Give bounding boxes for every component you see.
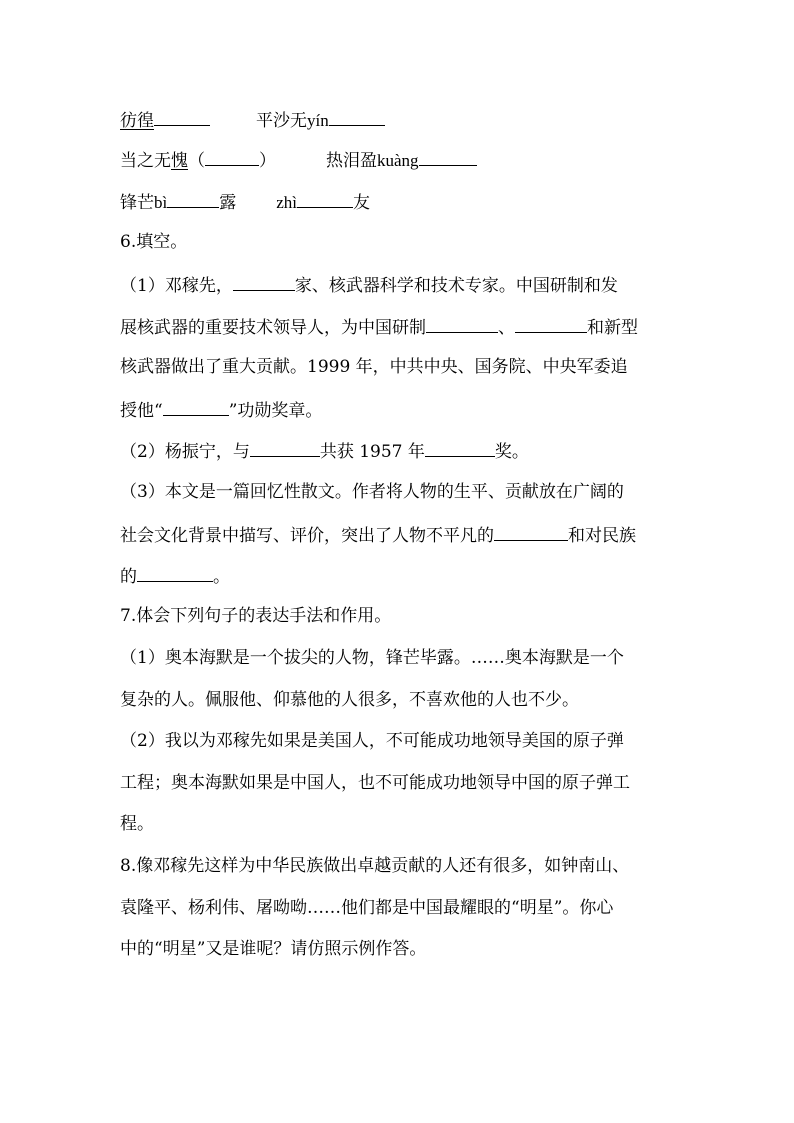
vocab-prefix: 锋芒 — [120, 193, 154, 213]
answer-blank[interactable] — [329, 107, 385, 126]
answer-blank[interactable] — [419, 147, 477, 166]
text: 和新型 — [587, 318, 638, 338]
vocab-suffix: 露 — [219, 193, 237, 213]
text: （1）邓稼先， — [120, 276, 233, 296]
answer-blank[interactable] — [297, 189, 353, 208]
text: 社会文化背景中描写、评价，突出了人物不平凡的 — [120, 526, 494, 546]
q6-p2 — [120, 438, 680, 464]
q6-p3-line3 — [120, 563, 680, 589]
q6-p1-line2 — [120, 314, 680, 340]
q6-heading: 6.填空。 — [120, 232, 188, 252]
q7-p1-line2: 复杂的人。佩服他、仰慕他的人很多，不喜欢他的人也不少。 — [120, 690, 579, 710]
pinyin: zhì — [276, 193, 298, 212]
text: 授他“ — [120, 401, 163, 421]
vocab-underlined-char: 愧 — [171, 151, 188, 171]
q7-p1-line1: （1）奥本海默是一个拔尖的人物，锋芒毕露。……奥本海默是一个 — [120, 648, 624, 668]
q8-line1: 8.像邓稼先这样为中华民族做出卓越贡献的人还有很多，如钟南山、 — [120, 856, 630, 876]
text: 奖。 — [494, 442, 529, 462]
pinyin: yín — [307, 111, 329, 130]
vocab-prefix: 当之无 — [120, 151, 171, 171]
q6-p1-line1 — [120, 272, 680, 298]
answer-blank[interactable] — [494, 522, 568, 541]
text: 的 — [120, 567, 137, 587]
answer-blank[interactable] — [250, 438, 320, 457]
q7-heading: 7.体会下列句子的表达手法和作用。 — [120, 606, 392, 626]
q7-p2-line1: （2）我以为邓稼先如果是美国人，不可能成功地领导美国的原子弹 — [120, 731, 624, 751]
answer-blank[interactable] — [515, 314, 587, 333]
pinyin: bì — [154, 193, 168, 212]
answer-blank[interactable] — [425, 438, 495, 457]
paren-open: （ — [188, 151, 205, 171]
vocab-suffix: 友 — [353, 193, 371, 213]
q6-p3-line1: （3）本文是一篇回忆性散文。作者将人物的生平、贡献放在广阔的 — [120, 482, 624, 502]
answer-blank[interactable] — [154, 107, 210, 126]
text: 。 — [213, 567, 230, 587]
vocab-row-2 — [120, 147, 680, 173]
q6-p1-line3: 核武器做出了重大贡献。1999 年，中共中央、国务院、中央军委追 — [120, 357, 628, 377]
vocab-row-1 — [120, 107, 680, 133]
pinyin: kuàng — [377, 151, 419, 170]
q7-p2-line2: 工程；奥本海默如果是中国人，也不可能成功地领导中国的原子弹工 — [120, 773, 630, 793]
answer-blank[interactable] — [233, 272, 295, 291]
text: 和对民族 — [568, 526, 636, 546]
answer-blank[interactable] — [205, 147, 259, 166]
text: 家、核武器科学和技术专家。中国研制和发 — [294, 276, 618, 296]
paren-close: ） — [259, 151, 276, 171]
answer-blank[interactable] — [167, 189, 219, 208]
vocab-word-panghuang: 彷徨 — [120, 111, 154, 131]
answer-blank[interactable] — [137, 563, 213, 582]
vocab-row-3 — [120, 189, 680, 215]
text: （2）杨振宁，与 — [120, 442, 250, 462]
answer-blank[interactable] — [163, 397, 229, 416]
q6-p3-line2 — [120, 522, 680, 548]
text: ”功勋奖章。 — [228, 401, 323, 421]
text: 共获 1957 年 — [319, 442, 425, 462]
text: 、 — [498, 318, 515, 338]
q8-line2: 袁隆平、杨利伟、屠呦呦……他们都是中国最耀眼的“明星”。你心 — [120, 898, 614, 918]
q8-line3: 中的“明星”又是谁呢？请仿照示例作答。 — [120, 939, 427, 959]
vocab-prefix: 热泪盈 — [326, 151, 377, 171]
q7-p2-line3: 程。 — [120, 814, 154, 834]
text: 展核武器的重要技术领导人，为中国研制 — [120, 318, 426, 338]
q6-p1-line4 — [120, 397, 680, 423]
vocab-prefix: 平沙无 — [256, 111, 307, 131]
answer-blank[interactable] — [426, 314, 498, 333]
